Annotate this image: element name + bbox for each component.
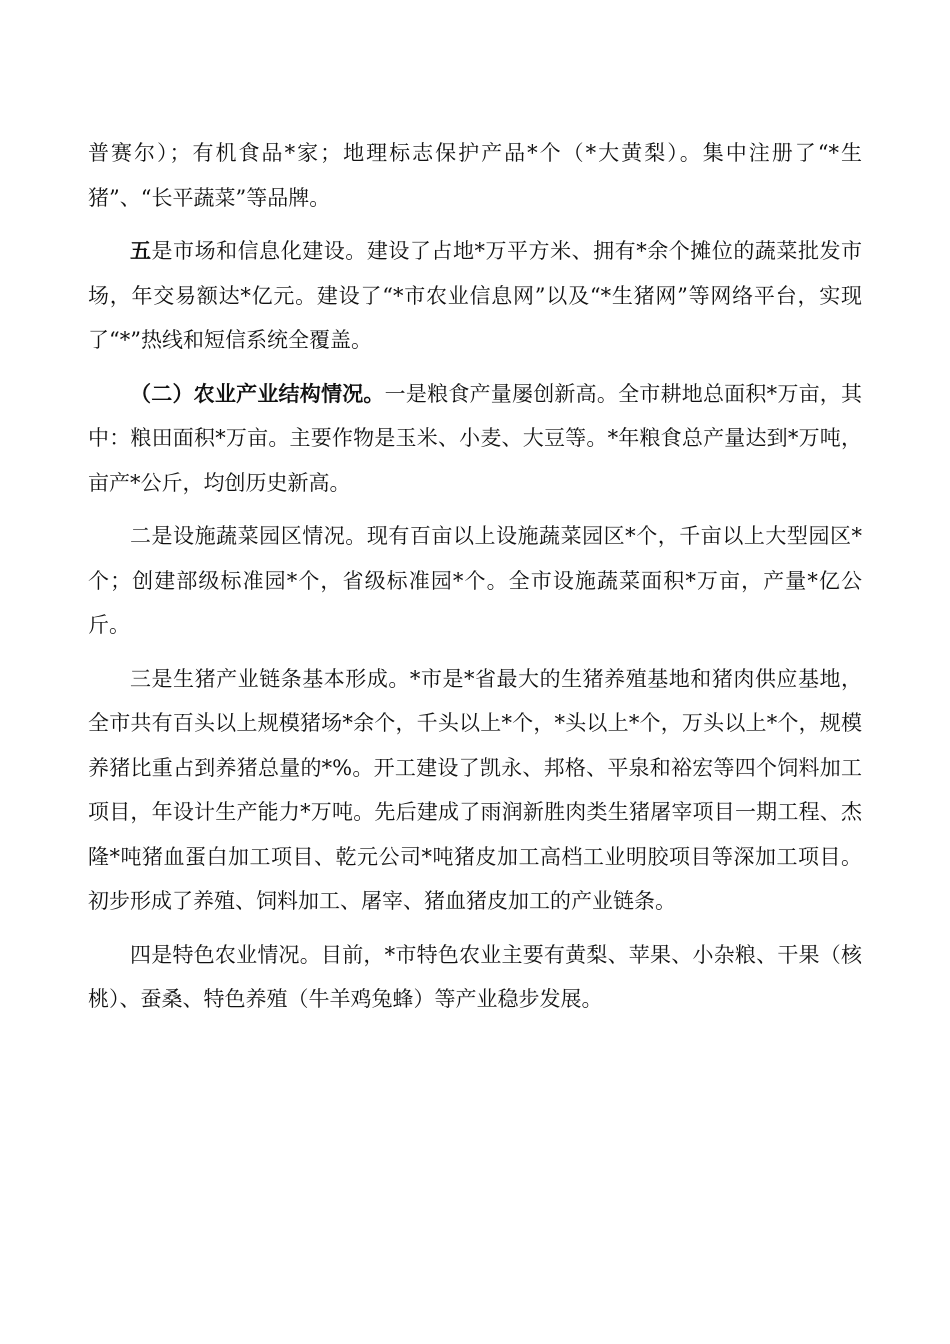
document-body <box>88 131 862 1031</box>
paragraph-market-informatization <box>88 229 862 363</box>
paragraph-pig-industry <box>88 657 862 924</box>
paragraph-vegetable-parks <box>88 514 862 648</box>
paragraph-text: 三是生猪产业链条基本形成。*市是*省最大的生猪养殖基地和猪肉供应基地，全市共有百头以上规模猪场*余个，千头以上*个，*头以上*个，万头以上*个，规模养猪比重占到养猪总量的*%。开工建设了凯永、邦格、平泉和裕宏等四个饲料加工项目，年设计生产能力*万吨。先后建成了雨润新胜肉类生猪屠宰项目一期工程、杰隆*吨猪血蛋白加工项目、乾元公司*吨猪皮加工高档工业明胶项目等深加工项目。初步形成了养殖、饲料加工、屠宰、猪血猪皮加工的产业链条。 <box>88 666 862 913</box>
paragraph-text: 四是特色农业情况。目前，*市特色农业主要有黄梨、苹果、小杂粮、干果（核桃）、蚕桑、特色养殖（牛羊鸡兔蜂）等产业稳步发展。 <box>88 942 862 1011</box>
paragraph-industry-structure <box>88 372 862 506</box>
section-heading: （二）农业产业结构情况。 <box>130 380 385 406</box>
paragraph-specialty-agriculture <box>88 933 862 1022</box>
paragraph-lead-number: 五 <box>130 238 152 263</box>
paragraph-text: 二是设施蔬菜园区情况。现有百亩以上设施蔬菜园区*个，千亩以上大型园区*个；创建部级标准园*个，省级标准园*个。全市设施蔬菜面积*万亩，产量*亿公斤。 <box>88 524 862 637</box>
paragraph-brands <box>88 131 862 220</box>
paragraph-text: 是市场和信息化建设。建设了占地*万平方米、拥有*余个摊位的蔬菜批发市场，年交易额达*亿元。建设了“*市农业信息网”以及“*生猪网”等网络平台，实现了“*”热线和短信系统全覆盖。 <box>88 239 862 352</box>
paragraph-text: 普赛尔）；有机食品*家；地理标志保护产品*个（*大黄梨）。集中注册了“*生猪”、“长平蔬菜”等品牌。 <box>88 141 862 210</box>
paragraph-text: 一是粮食产量屡创新高。全市耕地总面积*万亩，其中：粮田面积*万亩。主要作物是玉米、小麦、大豆等。*年粮食总产量达到*万吨，亩产*公斤，均创历史新高。 <box>88 381 863 495</box>
